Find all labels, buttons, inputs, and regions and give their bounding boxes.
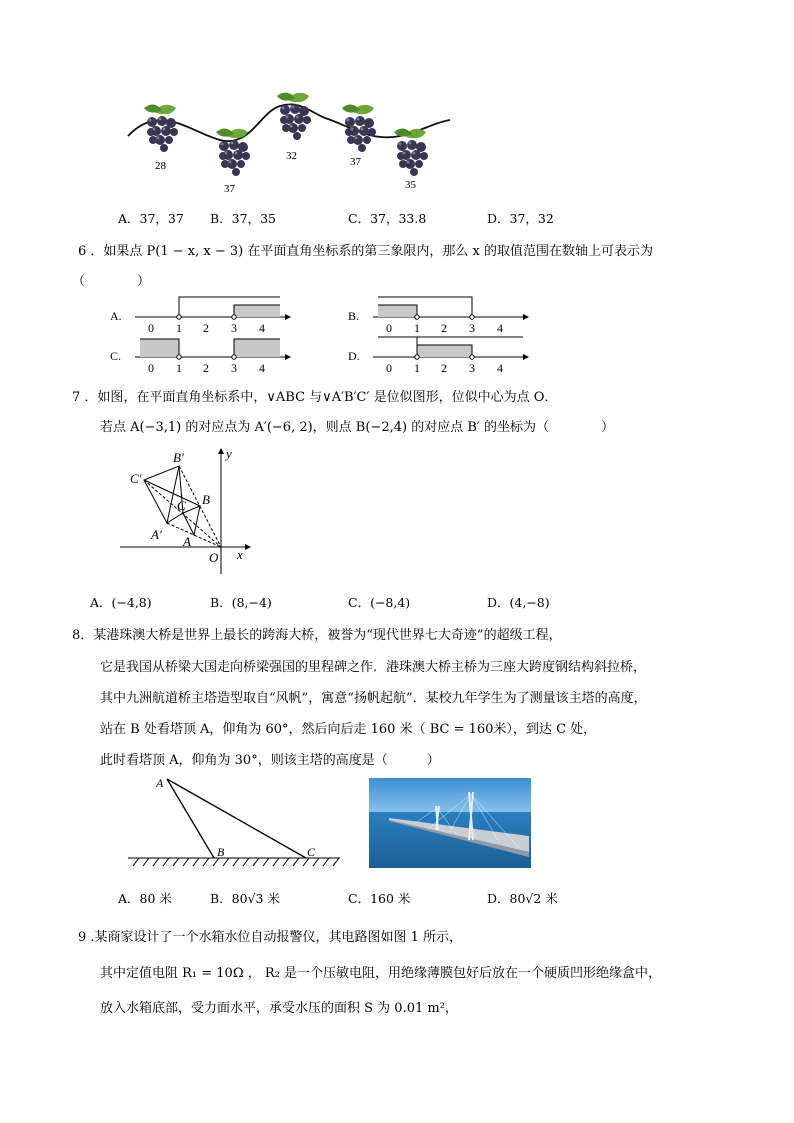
grape-label-4: 37 [350, 156, 361, 168]
q8-option-a: A．80 米 [118, 891, 172, 906]
q7-stem: 7 ．如图，在平面直角坐标系中，∨ABC 与∨A′B′C′ 是位似图形，位似中心为点 O． [72, 390, 558, 405]
tick-0: 0 [148, 321, 154, 335]
number-line-c [110, 339, 291, 374]
grape-label-2: 37 [224, 183, 235, 195]
tick-1: 1 [176, 321, 182, 335]
label-a: A [183, 534, 191, 549]
grape-5 [394, 128, 428, 176]
q7-similarity-figure [115, 446, 255, 578]
label-o: O [209, 550, 219, 565]
q9-line-3: 放入水箱底部，受力面水平，承受水压的面积 S 为 0.01 m²， [100, 1001, 458, 1016]
label-c: C [307, 845, 316, 859]
tick-1: 1 [414, 321, 420, 335]
label-a: A [156, 776, 164, 790]
tick-4: 4 [259, 321, 265, 335]
tick-2: 2 [441, 321, 447, 335]
tick-4: 4 [497, 321, 503, 335]
tick-3: 3 [469, 361, 475, 374]
grape-vine-figure [120, 92, 460, 198]
label-y-axis: y [226, 446, 232, 461]
tick-2: 2 [203, 321, 209, 335]
q5-option-b: B．37，35 [210, 211, 276, 226]
grape-label-5: 35 [405, 179, 416, 191]
grape-1 [144, 104, 178, 152]
tick-4: 4 [497, 361, 503, 374]
tick-3: 3 [469, 321, 475, 335]
grape-2 [216, 128, 250, 176]
q8-line-1: 8．某港珠澳大桥是世界上最长的跨海大桥，被誉为“现代世界七大奇迹”的超级工程， [72, 628, 562, 643]
q8-line-2: 它是我国从桥梁大国走向桥梁强国的里程碑之作．港珠澳大桥主桥为三座大跨度钢结构斜拉桥， [100, 660, 647, 675]
label-b: B. [348, 309, 360, 323]
q8-option-d: D．80√2 米 [487, 891, 558, 906]
q8-line-4: 站在 B 处看塔顶 A，仰角为 60°，然后向后走 160 米（ BC = 160米），到达 C 处， [100, 722, 597, 737]
q8-option-c: C．160 米 [348, 891, 411, 906]
q8-triangle-figure [125, 773, 345, 873]
q7-option-d: D．(4,−8) [487, 595, 550, 610]
label-d: D. [348, 349, 360, 363]
label-x-axis: x [237, 547, 243, 562]
label-a-prime: A′ [151, 527, 162, 542]
tick-4: 4 [259, 361, 265, 374]
tick-2: 2 [441, 361, 447, 374]
q7-line2: 若点 A(−3,1) 的对应点为 A′(−6, 2)，则点 B(−2,4) 的对应点 B′ 的坐标为（ ） [100, 420, 614, 435]
q7-option-b: B．(8,−4) [210, 595, 272, 610]
tick-0: 0 [386, 321, 392, 335]
q5-option-d: D．37，32 [487, 211, 554, 226]
q8-line-5: 此时看塔顶 A，仰角为 30°，则该主塔的高度是（ ） [100, 753, 440, 768]
tick-0: 0 [386, 361, 392, 374]
label-c: C [177, 498, 186, 513]
label-c: C. [110, 349, 122, 363]
q7-option-c: C．(−8,4) [348, 595, 411, 610]
tick-1: 1 [176, 361, 182, 374]
number-line-b [348, 297, 529, 335]
label-a: A. [110, 309, 122, 323]
grape-label-3: 32 [286, 150, 297, 162]
label-b-prime: B′ [173, 450, 184, 465]
q6-answer-paren: （ ） [72, 274, 151, 289]
q6-number-lines [105, 292, 535, 374]
label-b: B [202, 492, 210, 507]
grape-label-1: 28 [155, 160, 166, 172]
tick-3: 3 [231, 321, 237, 335]
q5-option-a: A．37，37 [118, 211, 184, 226]
tick-3: 3 [231, 361, 237, 374]
grape-4 [342, 104, 376, 152]
label-b: B [217, 845, 225, 859]
number-line-a [110, 297, 291, 335]
q8-line-3: 其中九洲航道桥主塔造型取自“风帆”，寓意“扬帆起航”．某校九年学生为了测量该主塔的高度， [100, 691, 647, 706]
grape-3 [277, 92, 311, 140]
q9-line-2: 其中定值电阻 R₁ = 10Ω ， R₂ 是一个压敏电阻，用绝缘薄膜包好后放在一个硬质凹形绝缘盒中， [100, 966, 662, 981]
label-c-prime: C′ [130, 471, 142, 486]
q9-line-1: 9 .某商家设计了一个水箱水位自动报警仪，其电路图如图 1 所示， [78, 930, 463, 945]
q5-option-c: C．37，33.8 [348, 211, 427, 226]
tick-1: 1 [414, 361, 420, 374]
tick-2: 2 [203, 361, 209, 374]
q8-option-b: B．80√3 米 [210, 891, 280, 906]
q6-stem: 6 ．如果点 P(1 − x, x − 3) 在平面直角坐标系的第三象限内，那么 x 的取值范围在数轴上可表示为 [78, 244, 653, 259]
bridge-photo [369, 778, 531, 868]
q7-option-a: A．(−4,8) [90, 595, 152, 610]
number-line-d [348, 337, 529, 374]
tick-0: 0 [148, 361, 154, 374]
